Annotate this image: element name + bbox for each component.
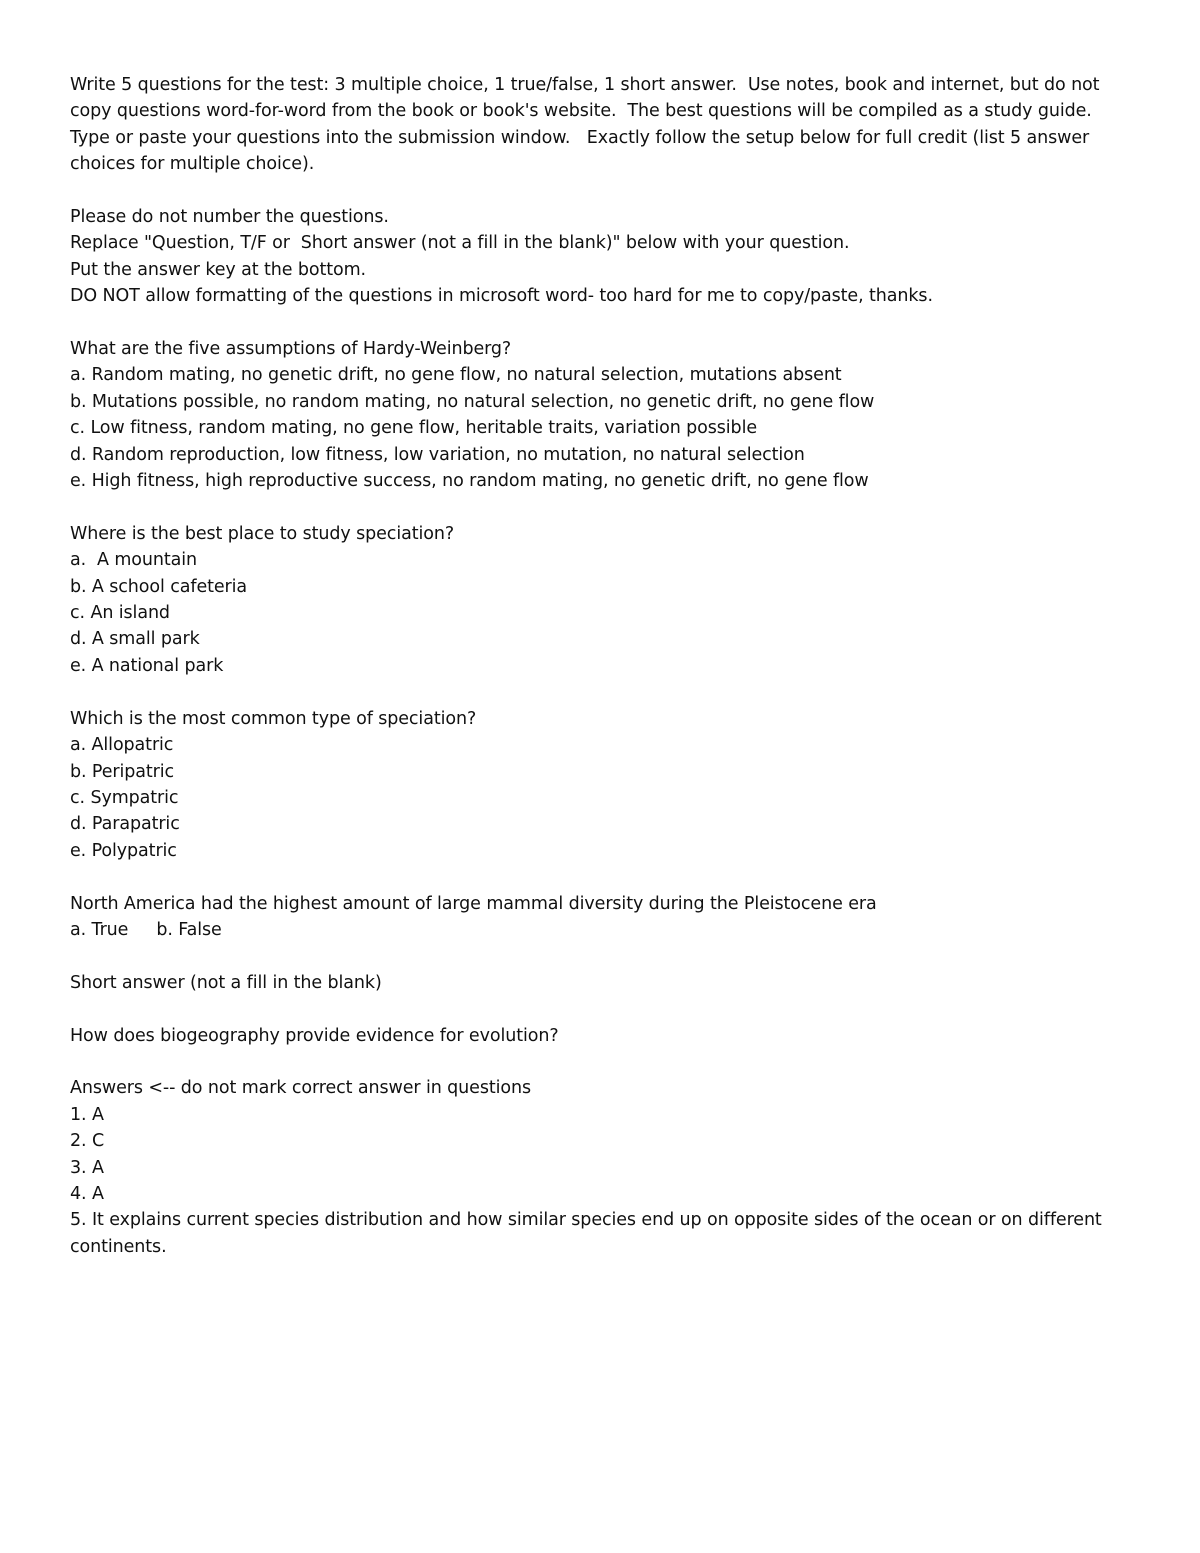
answer-option: b. Peripatric (70, 761, 175, 782)
spacer (70, 679, 1130, 705)
answer-key-item: 5. It explains current species distribution and how similar species end up on opposite sides of the ocean or on different continents. (70, 1210, 1108, 1257)
true-false-options (70, 917, 1130, 943)
document-page (70, 72, 1130, 1260)
answer-key-item: 2. C (70, 1131, 105, 1152)
spacer (70, 1049, 1130, 1075)
answer-key-heading: Answers <-- do not mark correct answer in questions (70, 1078, 532, 1099)
spacer (70, 178, 1130, 204)
short-answer-heading: Short answer (not a fill in the blank) (70, 972, 382, 993)
answer-option: c. Low fitness, random mating, no gene flow, heritable traits, variation possible (70, 418, 757, 439)
spacer (70, 494, 1130, 520)
question-prompt: Which is the most common type of speciation? (70, 708, 477, 729)
answer-option: c. An island (70, 603, 170, 624)
answer-option: e. A national park (70, 655, 224, 676)
answer-option: b. Mutations possible, no random mating, no natural selection, no genetic drift, no gene flow (70, 391, 875, 412)
answer-option: e. High fitness, high reproductive success, no random mating, no genetic drift, no gene flow (70, 471, 869, 492)
answer-option: d. Random reproduction, low fitness, low variation, no mutation, no natural selection (70, 444, 805, 465)
spacer (70, 943, 1130, 969)
answer-key-item: 1. A (70, 1104, 104, 1125)
answer-option: c. Sympatric (70, 787, 179, 808)
answer-key-item: 3. A (70, 1157, 104, 1178)
spacer (70, 310, 1130, 336)
spacer (70, 996, 1130, 1022)
answer-option: a. A mountain (70, 550, 198, 571)
instruction-line: Put the answer key at the bottom. (70, 259, 366, 280)
short-answer-prompt: How does biogeography provide evidence for evolution? (70, 1025, 559, 1046)
answer-option: e. Polypatric (70, 840, 177, 861)
false-option: b. False (156, 919, 222, 940)
answer-option: b. A school cafeteria (70, 576, 248, 597)
answer-option: a. Random mating, no genetic drift, no gene flow, no natural selection, mutations absent (70, 365, 842, 386)
true-false-prompt: North America had the highest amount of large mammal diversity during the Pleistocene era (70, 893, 877, 914)
answer-option: d. A small park (70, 629, 200, 650)
question-prompt: Where is the best place to study speciation? (70, 523, 455, 544)
true-option: a. True (70, 919, 129, 940)
answer-key-item: 4. A (70, 1183, 104, 1204)
instructions-paragraph: Write 5 questions for the test: 3 multiple choice, 1 true/false, 1 short answer. Use notes, book and internet, but do not copy questions word-for-word from the book or book's website. The best questions will be compiled as a study guide. Type or paste your questions into the submission window. Exactly follow the setup below for full credit (list 5 answer choices for multiple choice). (70, 75, 1105, 175)
instruction-line: DO NOT allow formatting of the questions in microsoft word- too hard for me to copy/paste, thanks. (70, 286, 933, 307)
question-prompt: What are the five assumptions of Hardy-Weinberg? (70, 339, 512, 360)
instruction-line: Please do not number the questions. (70, 207, 389, 228)
spacer (70, 864, 1130, 890)
instruction-line: Replace "Question, T/F or Short answer (not a fill in the blank)" below with your question. (70, 233, 850, 254)
answer-option: d. Parapatric (70, 814, 180, 835)
answer-option: a. Allopatric (70, 735, 174, 756)
